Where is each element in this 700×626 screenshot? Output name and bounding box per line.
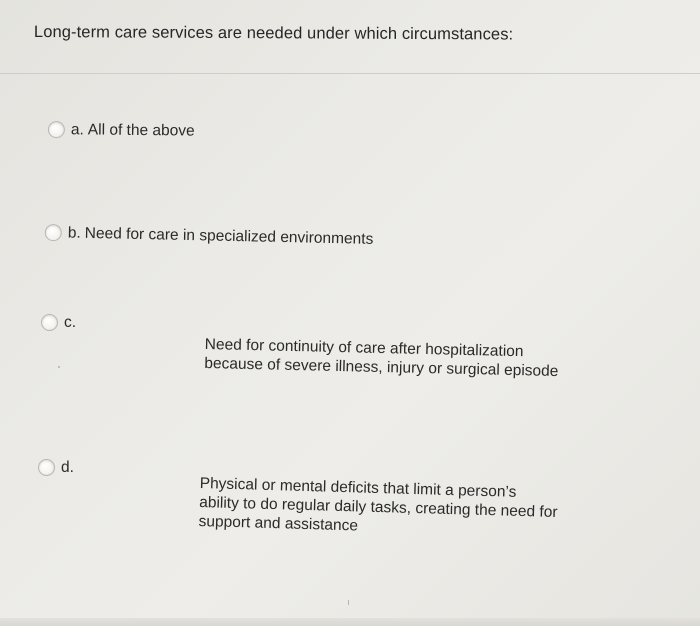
screen-speck (348, 600, 349, 605)
option-d-radio[interactable] (38, 459, 55, 476)
option-b-label: Need for care in specialized environments (84, 224, 374, 248)
option-c[interactable] (41, 314, 76, 332)
screen-speck (58, 366, 60, 368)
option-c-label: Need for continuity of care after hospitalization because of severe illness, injury or surgical episode (204, 335, 559, 381)
option-a-radio[interactable] (48, 121, 65, 138)
option-c-radio[interactable] (41, 314, 58, 331)
option-a[interactable] (48, 121, 195, 141)
option-a-letter: a. (70, 121, 84, 139)
option-a-label: All of the above (87, 121, 195, 140)
question-text: Long-term care services are needed under which circumstances: (33, 23, 514, 44)
screen-bottom-edge (0, 618, 700, 626)
option-c-letter: c. (64, 314, 77, 331)
option-b-letter: b. (67, 224, 81, 242)
option-d[interactable] (38, 459, 74, 477)
question-divider (0, 73, 700, 74)
option-b[interactable] (45, 224, 374, 249)
option-d-label: Physical or mental deficits that limit a person’s ability to do regular daily tasks, creating the need for support and assistance (198, 474, 558, 535)
option-d-letter: d. (61, 459, 74, 476)
option-b-radio[interactable] (45, 224, 62, 241)
